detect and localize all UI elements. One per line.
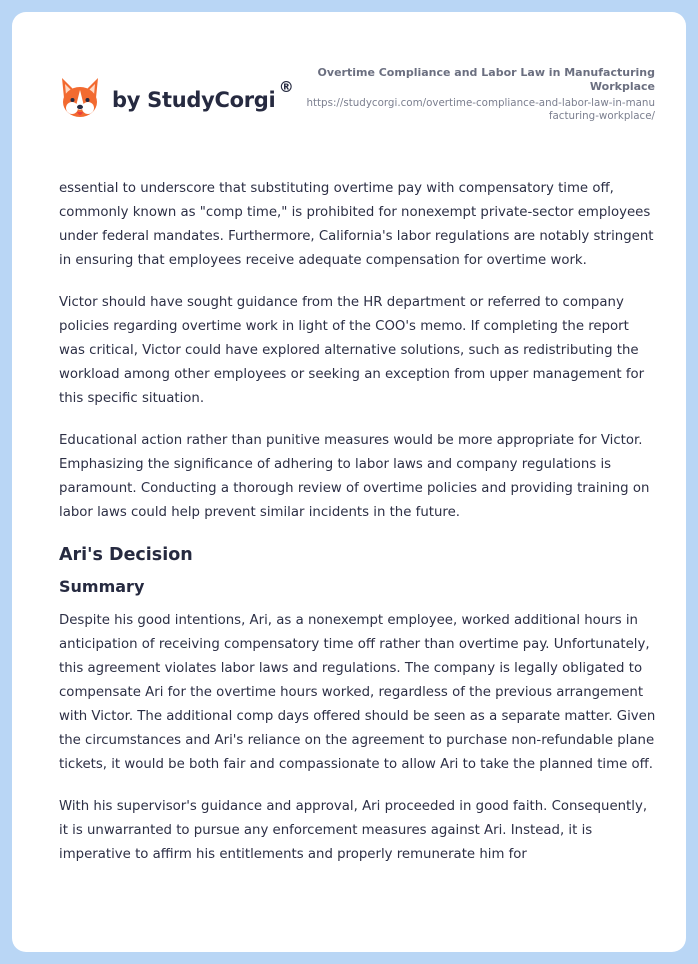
paragraph: Educational action rather than punitive measures would be more appropriate for Victor. Emphasizing the significance of adhering to labor laws and company regulations is paramount. Conducting a thorough review of overtime policies and providing training on labor laws could help prevent similar incidents in the future. xyxy=(59,433,650,520)
document-title: Overtime Compliance and Labor Law in Manufacturing Workplace xyxy=(317,66,655,93)
brand-name: by StudyCorgi ® xyxy=(112,78,294,112)
studycorgi-logo[interactable] xyxy=(60,76,294,120)
paragraph: essential to underscore that substituting overtime pay with compensatory time off, commonly known as "comp time," is prohibited for nonexempt private-sector employees under federal mandates. Furthermore, California's labor regulations are notably stringent in ensuring that employees receive adequate compensation for overtime work. xyxy=(59,181,654,268)
subsection-heading: Summary xyxy=(59,577,145,596)
document-url[interactable]: https://studycorgi.com/overtime-compliance-and-labor-law-in-manufacturing-workplace/ xyxy=(306,97,655,122)
section-heading: Ari's Decision xyxy=(59,545,193,565)
document-meta xyxy=(305,66,655,123)
paragraph: Victor should have sought guidance from the HR department or referred to company policies regarding overtime work in light of the COO's memo. If completing the report was critical, Victor could have explored alternative solutions, such as redistributing the workload among other employees or seeking an exception from upper management for this specific situation. xyxy=(59,295,645,406)
document-body xyxy=(59,177,659,885)
document-page xyxy=(12,12,686,952)
page-header xyxy=(12,12,686,162)
paragraph: With his supervisor's guidance and approval, Ari proceeded in good faith. Consequently, it is unwarranted to pursue any enforcement measures against Ari. Instead, it is imperative to affirm his entitlements and properly remunerate him for xyxy=(59,799,648,862)
corgi-icon xyxy=(60,76,100,120)
registered-mark: ® xyxy=(278,78,294,96)
paragraph: Despite his good intentions, Ari, as a nonexempt employee, worked additional hours in anticipation of receiving compensatory time off rather than overtime pay. Unfortunately, this agreement violates labor laws and regulations. The company is legally obligated to compensate Ari for the overtime hours worked, regardless of the previous arrangement with Victor. The additional comp days offered should be seen as a separate matter. Given the circumstances and Ari's reliance on the agreement to purchase non-refundable plane tickets, it would be both fair and compassionate to allow Ari to take the planned time off. xyxy=(59,613,656,772)
